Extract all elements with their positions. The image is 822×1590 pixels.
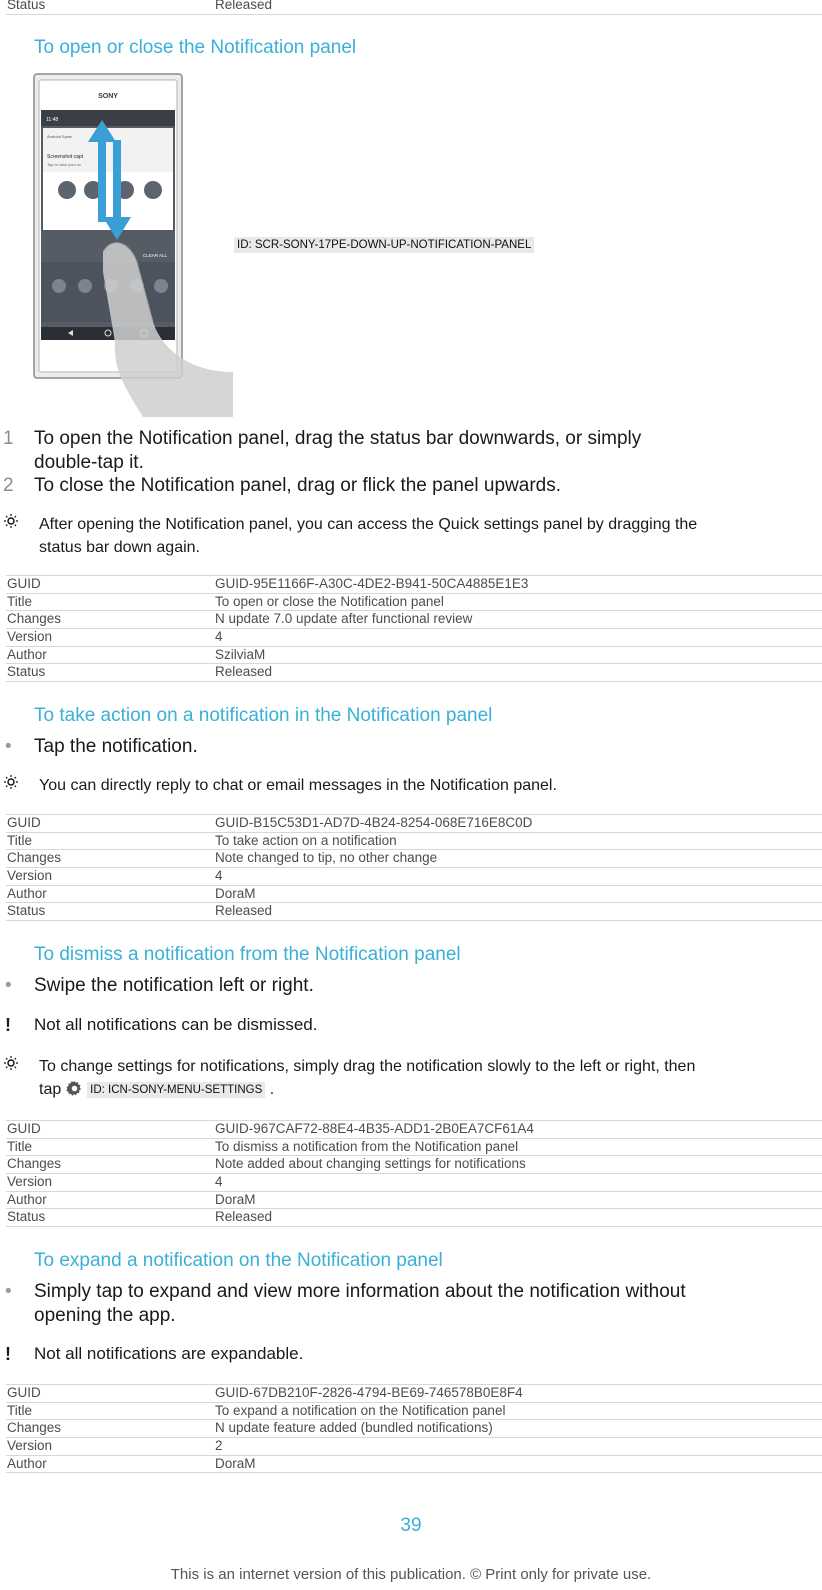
meta-key: GUID	[7, 815, 41, 830]
gear-icon	[66, 1080, 83, 1097]
meta-value: To dismiss a notification from the Notification panel	[215, 1138, 519, 1154]
meta-row	[6, 629, 822, 647]
meta-key: Version	[7, 629, 53, 645]
meta-value: GUID-67DB210F-2826-4794-BE69-746578B0E8F4	[215, 1385, 523, 1400]
meta-row	[6, 886, 822, 904]
tip-line1: After opening the Notification panel, you can access the Quick settings panel by dragging the	[39, 516, 698, 533]
meta-value: To open or close the Notification panel	[215, 593, 444, 609]
meta-value: 2	[215, 1438, 223, 1454]
lightbulb-icon	[3, 774, 19, 790]
meta-value: Note changed to tip, no other change	[215, 850, 438, 866]
meta-key: Author	[7, 1455, 47, 1471]
settings-icon-id: ID: ICN-SONY-MENU-SETTINGS	[87, 1082, 265, 1098]
meta-key: GUID	[7, 1385, 41, 1400]
meta-row	[6, 576, 822, 594]
tip-line2-suffix: .	[269, 1081, 275, 1098]
svg-text:SHARE: SHARE	[45, 235, 61, 240]
meta-value: Released	[215, 0, 273, 12]
bullet-line2: opening the app.	[34, 1305, 176, 1326]
tip-line2: status bar down again.	[39, 539, 200, 556]
meta-key: Version	[7, 1438, 53, 1454]
meta-value: SzilviaM	[215, 646, 266, 662]
meta-value: N update 7.0 update after functional review	[215, 611, 473, 627]
svg-text:11:48: 11:48	[46, 117, 59, 123]
meta-row	[6, 611, 822, 629]
bullet-text: Swipe the notification left or right.	[34, 975, 314, 996]
meta-key: Version	[7, 868, 53, 884]
meta-key: Version	[7, 1174, 53, 1190]
meta-key: Author	[7, 646, 47, 662]
meta-table-previous	[6, 0, 822, 15]
meta-value: N update feature added (bundled notifications)	[215, 1420, 493, 1436]
meta-row	[6, 647, 822, 665]
meta-key: Title	[7, 1138, 33, 1154]
section-heading-open-close: To open or close the Notification panel	[34, 37, 357, 58]
tip-text	[39, 513, 822, 559]
meta-value: Released	[215, 1209, 273, 1225]
page-number: 39	[400, 1515, 422, 1536]
figure-id-label	[234, 236, 534, 254]
meta-key: Changes	[7, 1420, 62, 1436]
meta-row	[6, 1456, 822, 1474]
meta-row	[6, 833, 822, 851]
step-text: To close the Notification panel, drag or flick the panel upwards.	[34, 475, 562, 496]
meta-row	[6, 1156, 822, 1174]
lightbulb-icon	[3, 1055, 19, 1071]
meta-key: GUID	[7, 576, 41, 591]
section-heading-take-action: To take action on a notification in the Notification panel	[34, 705, 493, 726]
meta-key: GUID	[7, 1121, 41, 1136]
meta-table-expand	[6, 1384, 822, 1473]
meta-key: Status	[7, 0, 46, 12]
lightbulb-icon	[3, 513, 19, 529]
step-number: 1	[3, 428, 14, 449]
bullet-dot: •	[5, 975, 12, 996]
meta-row	[6, 664, 822, 682]
tip-line1: To change settings for notifications, simply drag the notification slowly to the left or right, then	[39, 1058, 696, 1075]
meta-value: DoraM	[215, 885, 256, 901]
step-number: 2	[3, 475, 14, 496]
meta-value: Note added about changing settings for notifications	[215, 1156, 526, 1172]
meta-key: Changes	[7, 850, 62, 866]
tip-text	[39, 1055, 822, 1101]
meta-key: Status	[7, 664, 46, 680]
meta-row	[6, 868, 822, 886]
meta-table-take-action	[6, 814, 822, 921]
meta-key: Title	[7, 1402, 33, 1418]
meta-value: 4	[215, 868, 223, 884]
svg-text:Android Syste: Android Syste	[47, 134, 72, 139]
meta-value: GUID-967CAF72-88E4-4B35-ADD1-2B0EA7CF61A4	[215, 1121, 534, 1136]
svg-text:SONY: SONY	[98, 93, 118, 100]
meta-key: Status	[7, 1209, 46, 1225]
meta-value: 4	[215, 1174, 223, 1190]
bullet-dot: •	[5, 1281, 12, 1302]
meta-value: Released	[215, 903, 273, 919]
phone-illustration	[33, 72, 233, 417]
meta-key: Changes	[7, 611, 62, 627]
meta-row	[6, 1209, 822, 1227]
meta-table-dismiss	[6, 1120, 822, 1227]
meta-key: Changes	[7, 1156, 62, 1172]
meta-row	[6, 1121, 822, 1139]
bullet-dot: •	[5, 736, 12, 757]
section-heading-dismiss: To dismiss a notification from the Notification panel	[34, 944, 461, 965]
meta-value: To take action on a notification	[215, 832, 397, 848]
svg-text:Screenshot capt: Screenshot capt	[47, 154, 84, 160]
section-heading-expand: To expand a notification on the Notification panel	[34, 1250, 443, 1271]
step-text-line1: To open the Notification panel, drag the status bar downwards, or simply	[34, 428, 642, 449]
meta-value: GUID-95E1166F-A30C-4DE2-B941-50CA4885E1E3	[215, 576, 529, 591]
step-text-line2: double-tap it.	[34, 452, 144, 473]
meta-key: Author	[7, 885, 47, 901]
exclamation-icon: !	[5, 1344, 11, 1364]
meta-row	[6, 1192, 822, 1210]
svg-text:DELETE: DELETE	[73, 235, 91, 240]
meta-row	[6, 0, 822, 15]
meta-key: Author	[7, 1191, 47, 1207]
meta-key: Title	[7, 832, 33, 848]
svg-text:CLEAR ALL: CLEAR ALL	[143, 253, 168, 258]
exclamation-icon: !	[5, 1015, 11, 1035]
meta-row	[6, 903, 822, 921]
meta-value: Released	[215, 664, 273, 680]
footer-note: This is an internet version of this publication. © Print only for private use.	[170, 1566, 652, 1583]
meta-value: DoraM	[215, 1455, 256, 1471]
meta-row	[6, 1420, 822, 1438]
bullet-text: Tap the notification.	[34, 736, 198, 757]
meta-row	[6, 815, 822, 833]
bullet-line1: Simply tap to expand and view more information about the notification without	[34, 1281, 686, 1302]
tip-line2-prefix: tap	[39, 1081, 62, 1098]
meta-value: To expand a notification on the Notification panel	[215, 1402, 506, 1418]
note-text: Not all notifications are expandable.	[34, 1344, 304, 1363]
meta-row	[6, 1385, 822, 1403]
meta-row	[6, 1139, 822, 1157]
figure-id-text: ID: SCR-SONY-17PE-DOWN-UP-NOTIFICATION-PANEL	[234, 237, 534, 253]
meta-row	[6, 1403, 822, 1421]
meta-row	[6, 850, 822, 868]
meta-value: DoraM	[215, 1191, 256, 1207]
meta-value: GUID-B15C53D1-AD7D-4B24-8254-068E716E8C0D	[215, 815, 533, 830]
svg-text:Tap to view your sc: Tap to view your sc	[47, 162, 82, 167]
note-text: Not all notifications can be dismissed.	[34, 1015, 318, 1034]
meta-key: Status	[7, 903, 46, 919]
meta-key: Title	[7, 593, 33, 609]
meta-row	[6, 1174, 822, 1192]
meta-row	[6, 1438, 822, 1456]
tip-text: You can directly reply to chat or email messages in the Notification panel.	[39, 777, 557, 794]
step-text	[34, 427, 764, 475]
bullet-text	[34, 1280, 804, 1328]
meta-value: 4	[215, 629, 223, 645]
meta-row	[6, 594, 822, 612]
meta-table-open-close	[6, 575, 822, 682]
